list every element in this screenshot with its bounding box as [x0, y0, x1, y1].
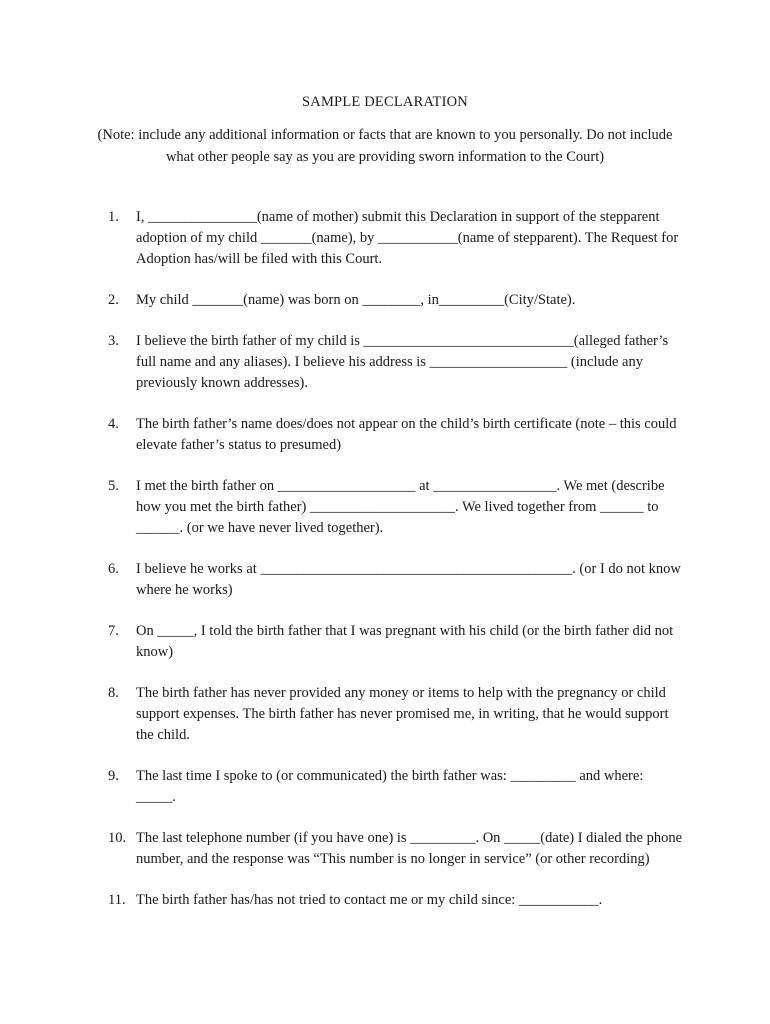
list-item — [108, 290, 684, 311]
item-text: I believe he works at ___________________________________________. (or I do not know where he works) — [136, 561, 681, 598]
item-text: The birth father’s name does/does not appear on the child’s birth certificate (note – this could elevate father’s status to presumed) — [136, 416, 677, 453]
item-text: I met the birth father on ___________________ at _________________. We met (describe how you met the birth father) ____________________. We lived together from ______ to ______. (or we have never lived together). — [136, 478, 665, 536]
list-item — [108, 828, 684, 870]
item-text: My child _______(name) was born on ________, in_________(City/State). — [136, 292, 576, 308]
list-item — [108, 621, 684, 663]
item-number: 4. — [108, 416, 119, 432]
item-text: The birth father has/has not tried to contact me or my child since: ___________. — [136, 892, 603, 908]
list-item — [108, 683, 684, 746]
item-number: 6. — [108, 561, 119, 577]
item-number: 9. — [108, 768, 119, 784]
list-item — [108, 476, 684, 539]
list-item — [108, 766, 684, 808]
item-number: 2. — [108, 292, 119, 308]
list-item — [108, 559, 684, 601]
item-text: I believe the birth father of my child is _____________________________(alleged father’s full name and any aliases). I believe his address is ___________________ (include any previously known addresses). — [136, 333, 669, 391]
item-text: The birth father has never provided any money or items to help with the pregnancy or child support expenses. The birth father has never promised me, in writing, that he would support the child. — [136, 685, 669, 743]
declaration-list — [0, 207, 770, 931]
item-number: 1. — [108, 209, 119, 225]
item-number: 11. — [108, 892, 126, 908]
item-text: The last telephone number (if you have one) is _________. On _____(date) I dialed the phone number, and the response was “This number is no longer in service” (or other recording) — [136, 830, 683, 867]
item-number: 10. — [108, 830, 127, 846]
list-item — [108, 331, 684, 394]
item-text: On _____, I told the birth father that I was pregnant with his child (or the birth father did not know) — [136, 623, 674, 660]
list-item — [108, 890, 684, 911]
item-number: 3. — [108, 333, 119, 349]
list-item — [108, 414, 684, 456]
item-text: I, _______________(name of mother) submit this Declaration in support of the stepparent adoption of my child _______(name), by ___________(name of stepparent). The Request for Adoption has/will be filed with this Court. — [136, 209, 679, 267]
item-number: 7. — [108, 623, 119, 639]
item-number: 5. — [108, 478, 119, 494]
document-note: (Note: include any additional information or facts that are known to you personally. Do not include what other people say as you are providing sworn information to the Court) — [97, 127, 673, 165]
list-item — [108, 207, 684, 270]
item-number: 8. — [108, 685, 119, 701]
item-text: The last time I spoke to (or communicated) the birth father was: _________ and where: _____. — [136, 768, 644, 805]
document-title: SAMPLE DECLARATION — [302, 94, 468, 110]
